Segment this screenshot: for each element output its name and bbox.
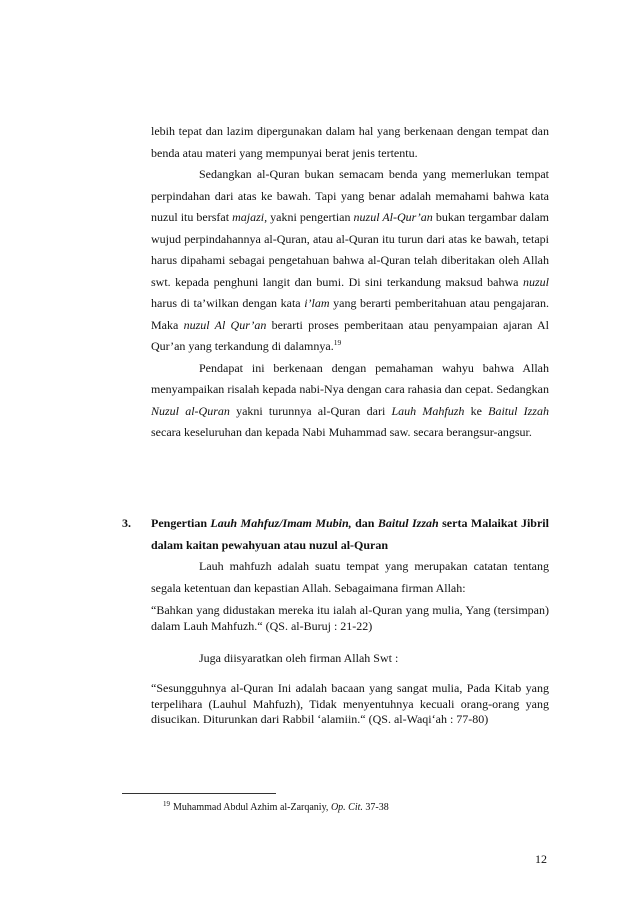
section-paragraph-1: Lauh mahfuzh adalah suatu tempat yang merupakan catatan tentang segala ketentuan dan kepastian Allah. Sebagaimana firman Allah: <box>151 559 549 595</box>
page-number: 12 <box>535 852 547 866</box>
footnote-divider <box>122 793 276 794</box>
section-heading <box>122 513 549 556</box>
footnote-number: 19 <box>163 799 170 808</box>
section-paragraph-2: Juga diisyaratkan oleh firman Allah Swt : <box>199 651 399 665</box>
footnote-reference[interactable]: 19 <box>333 338 342 347</box>
section-title: Pengertian Lauh Mahfuz/Imam Mubin, dan Baitul Izzah serta Malaikat Jibril dalam kaitan pewahyuan atau nuzul al-Quran <box>151 516 549 552</box>
paragraph-2: Sedangkan al-Quran bukan semacam benda yang memerlukan tempat perpindahan dari atas ke bawah. Tapi yang benar adalah memahami bahwa kata nuzul itu bersfat majazi, yakni pengertian nuzul Al-Qur’an bukan tergambar dalam wujud perpindahannya al-Quran, atau al-Quran itu turun dari atas ke bawah, tetapi harus dipahami sebagai pengetahuan bahwa al-Quran telah diberitakan oleh Allah swt. kepada penghuni langit dan bumi. Di sini terkandung maksud bahwa nuzul harus di ta’wilkan dengan kata i’lam yang berarti pemberitahuan atau pengajaran. Maka nuzul Al Qur’an berarti proses pemberitaan atau penyampaian ajaran Al Qur’an yang terkandung di dalamnya.$^{19}$ <box>151 167 550 353</box>
quote-2: “Sesungguhnya al-Quran Ini adalah bacaan yang sangat mulia, Pada Kitab yang terpelihara (Lauhul Mahfuzh), Tidak menyentuhnya kecuali orang-orang yang disucikan. Diturunkan dari Rabbil ‘alamiin.“ (QS. al-Waqi‘ah : 77-80) <box>151 681 549 726</box>
section-body <box>151 556 549 728</box>
section-number: 3. <box>122 516 131 530</box>
quote-1: “Bahkan yang didustakan mereka itu ialah al-Quran yang mulia, Yang (tersimpan) dalam Lauh Mahfuzh.“ (QS. al-Buruj : 21-22) <box>151 603 549 633</box>
body-text-block <box>151 121 549 444</box>
paragraph-1: lebih tepat dan lazim dipergunakan dalam hal yang berkenaan dengan tempat dan benda atau materi yang mempunyai berat jenis tertentu. <box>151 124 549 160</box>
paragraph-3: Pendapat ini berkenaan dengan pemahaman wahyu bahwa Allah menyampaikan risalah kepada nabi-Nya dengan cara rahasia dan cepat. Sedangkan Nuzul al-Quran yakni turunnya al-Quran dari Lauh Mahfuzh ke Baitul Izzah secara keseluruhan dan kepada Nabi Muhammad saw. secara berangsur-angsur. <box>151 360 549 439</box>
footnote: $^{19}$ Muhammad Abdul Azhim al-Zarqaniy, Op. Cit. 37-38 <box>163 799 389 813</box>
